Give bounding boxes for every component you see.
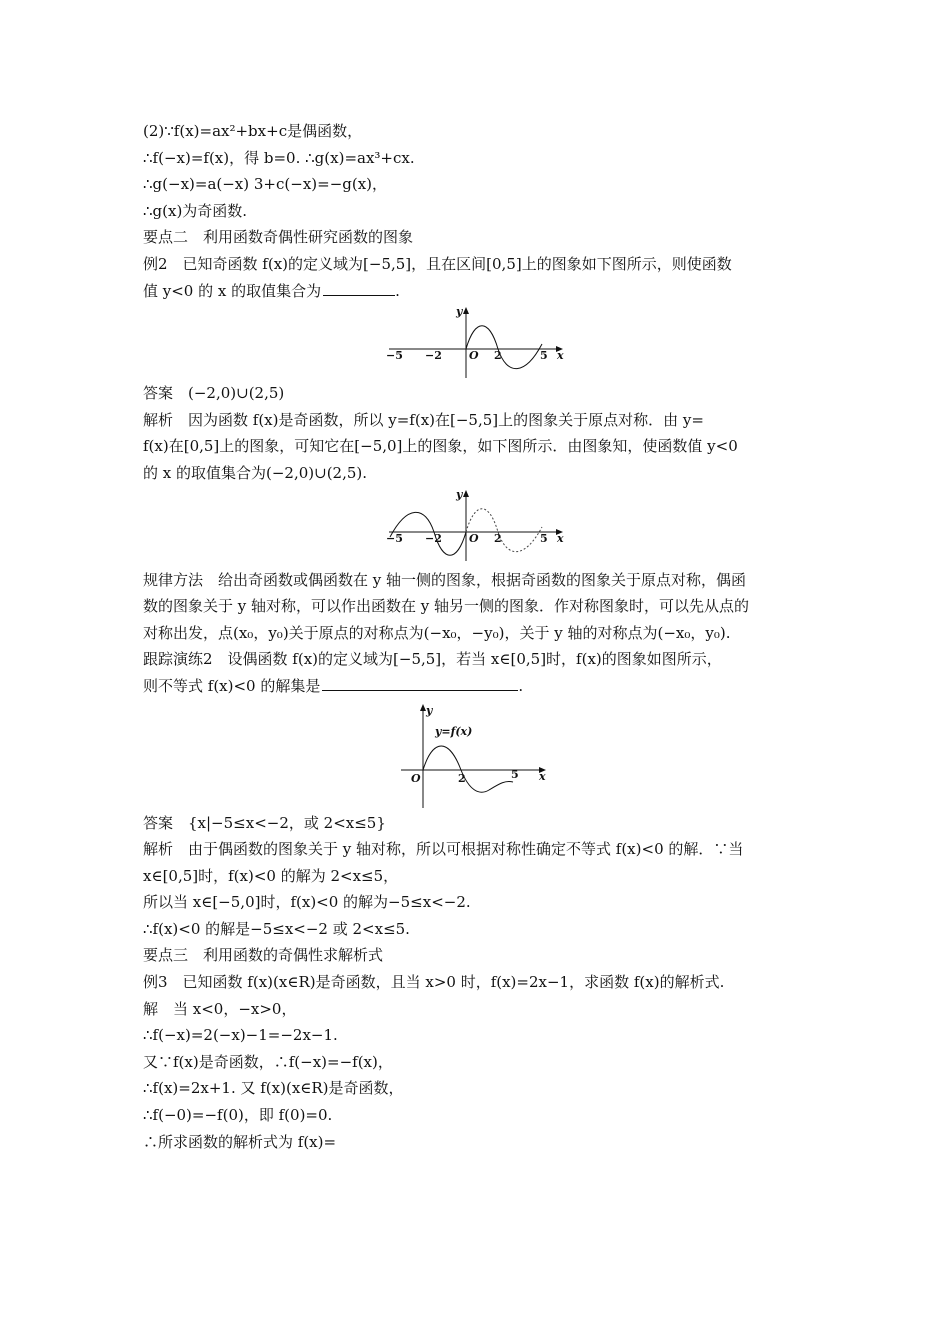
tick-label: 5 [540,531,548,545]
label-origin: O [469,531,479,545]
practice-2-text-cont [143,673,823,700]
text-line: ∴g(−x)=a(−x) 3+c(−x)=−g(x)， [143,175,388,194]
label-y: y [456,487,463,501]
answer-blank [322,675,518,691]
method-line: 数的图象关于 y 轴对称，可以作出函数在 y 轴另一侧的图象．作对称图象时，可以先从点的 [143,597,750,616]
label-y: y [456,305,463,319]
analysis-line: x∈[0,5]时，f(x)<0 的解为 2<x≤5， [143,866,399,885]
solution-line: ∴f(x)=2x+1. 又 f(x)(x∈R)是奇函数， [143,1079,404,1098]
figure-3 [143,700,823,810]
analysis-line: 解析 由于偶函数的图象关于 y 轴对称，所以可根据对称性确定不等式 f(x)<0 的解．∵当 [143,840,744,859]
solution-line: ∴所求函数的解析式为 f(x)= [143,1132,337,1151]
analysis-line: 解析 因为函数 f(x)是奇函数，所以 y=f(x)在[−5,5]上的图象关于原点对称．由 y= [143,410,704,429]
curve [423,746,513,792]
label-x: x [539,769,546,783]
curve-right-half [466,326,542,369]
tick-label: −2 [425,531,442,545]
tick-label: 2 [494,531,502,545]
label-function: y=f(x) [435,724,473,738]
practice-2-line2: 则不等式 f(x)<0 的解集是 [143,676,321,695]
analysis-line: 的 x 的取值集合为(−2,0)∪(2,5). [143,463,368,482]
y-axis-arrow [463,307,469,314]
practice-2-tail: . [518,676,524,695]
label-origin: O [469,349,479,363]
tick-label: −2 [425,349,442,363]
solution-line: 又∵f(x)是奇函数，∴f(−x)=−f(x)， [143,1052,393,1071]
figure-2 [143,487,823,567]
solution-line: 解 当 x<0，−x>0， [143,999,297,1018]
section-heading: 要点二 利用函数奇偶性研究函数的图象 [143,228,414,247]
answer-1: 答案 (−2,0)∪(2,5) [143,384,285,403]
label-x: x [557,349,564,363]
analysis-line: 所以当 x∈[−5,0]时，f(x)<0 的解为−5≤x<−2. [143,893,471,912]
label-y: y [426,703,433,717]
answer-blank [323,280,395,296]
figure-2-graph [143,487,823,567]
figure-1 [143,304,823,380]
practice-2-text: 跟踪演练2 设偶函数 f(x)的定义域为[−5,5]，若当 x∈[0,5]时，f(x)的图象如图所示， [143,650,722,669]
figure-1-graph [143,304,823,380]
example-2-line2: 值 y<0 的 x 的取值集合为 [143,281,322,300]
text-line: ∴g(x)为奇函数. [143,201,248,220]
label-origin: O [411,771,421,785]
text-line: (2)∵f(x)=ax²+bx+c是偶函数， [143,122,363,140]
document-page [143,118,823,1155]
answer-2: 答案 {x|−5≤x<−2，或 2<x≤5} [143,813,386,832]
tick-label: −5 [386,531,403,545]
tick-label: −5 [386,349,403,363]
method-line: 规律方法 给出奇函数或偶函数在 y 轴一侧的图象，根据奇函数的图象关于原点对称，偶函 [143,570,747,589]
example-2-text: 例2 已知奇函数 f(x)的定义域为[−5,5]，且在区间[0,5]上的图象如下图所示，则使函数 [143,254,732,273]
analysis-line: ∴f(x)<0 的解是−5≤x<−2 或 2<x≤5. [143,919,410,938]
figure-3-graph [143,700,823,810]
solution-line: ∴f(−x)=2(−x)−1=−2x−1. [143,1026,338,1045]
solution-line: ∴f(−0)=−f(0)，即 f(0)=0. [143,1106,333,1125]
y-axis-arrow [463,490,469,497]
label-x: x [557,531,564,545]
tick-label: 2 [494,349,502,363]
method-line: 对称出发，点(x₀，y₀)关于原点的对称点为(−x₀，−y₀)，关于 y 轴的对称点为(−x₀，y₀). [143,623,731,642]
tick-label: 2 [458,771,466,785]
tick-label: 5 [511,767,519,781]
analysis-line: f(x)在[0,5]上的图象，可知它在[−5,0]上的图象，如下图所示．由图象知，使函数值 y<0 [143,437,738,456]
curve-right-half-dashed [466,508,542,551]
text-line: ∴f(−x)=f(x)，得 b=0. ∴g(x)=ax³+cx. [143,148,415,167]
example-2-tail: . [395,281,400,300]
example-2-text-cont [143,278,823,305]
section-heading: 要点三 利用函数的奇偶性求解析式 [143,946,384,965]
example-3-text: 例3 已知函数 f(x)(x∈R)是奇函数，且当 x>0 时，f(x)=2x−1，求函数 f(x)的解析式. [143,973,725,992]
tick-label: 5 [540,349,548,363]
